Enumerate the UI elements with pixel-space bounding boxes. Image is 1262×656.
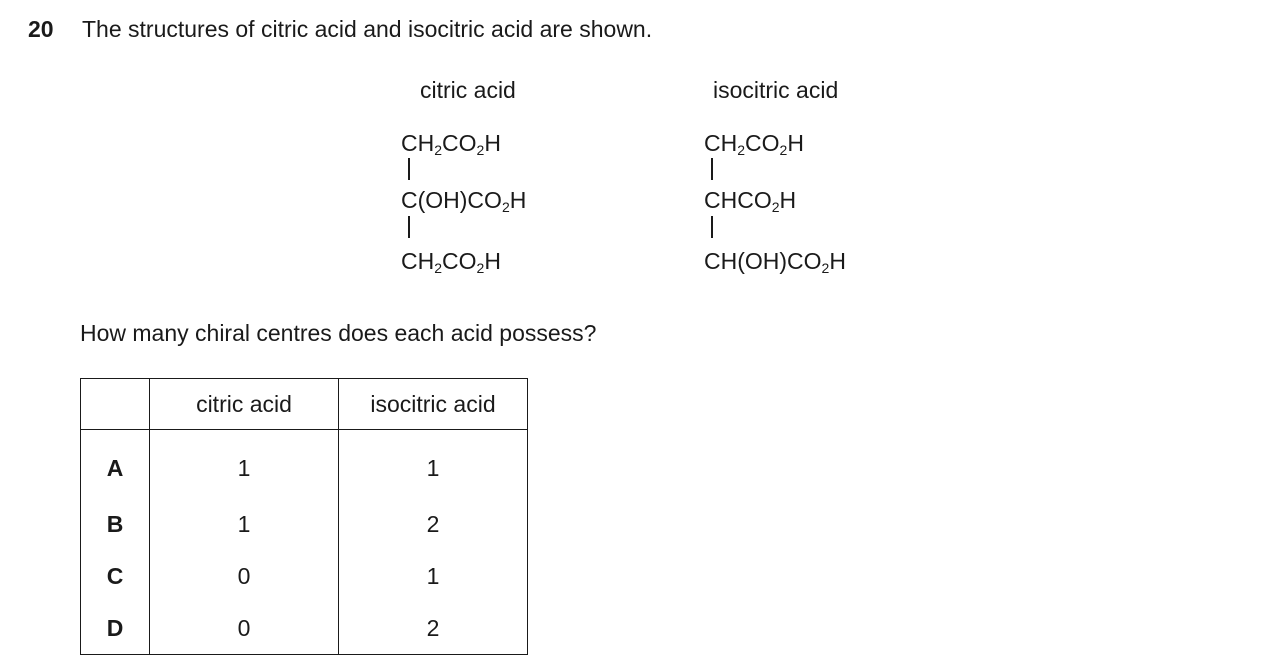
isocitric-value: 2 [339, 498, 528, 550]
citric-bond-1 [408, 158, 410, 180]
citric-line-2: $C(OH)CO_2H$ [401, 187, 527, 215]
citric-value: 0 [150, 602, 339, 655]
table-row[interactable] [81, 498, 528, 550]
header-key [81, 379, 150, 430]
header-isocitric: isocitric acid [339, 379, 528, 430]
answer-table [80, 378, 528, 655]
table-row[interactable] [81, 550, 528, 602]
isocitric-value: 1 [339, 550, 528, 602]
isocitric-bond-1 [711, 158, 713, 180]
isocitric-line-2: $CHCO_2H$ [704, 187, 797, 215]
isocitric-bond-2 [711, 216, 713, 238]
isocitric-value: 1 [339, 430, 528, 499]
isocitric-value: 2 [339, 602, 528, 655]
citric-value: 0 [150, 550, 339, 602]
option-key: C [81, 550, 150, 602]
question-prompt: How many chiral centres does each acid possess? [80, 320, 597, 346]
isocitric-acid-title: isocitric acid [713, 77, 839, 103]
question-stem: The structures of citric acid and isocitric acid are shown. [82, 16, 653, 42]
table-row[interactable] [81, 602, 528, 655]
citric-bond-2 [408, 216, 410, 238]
table-row[interactable] [81, 430, 528, 499]
citric-line-3: $CH_2CO_2H$ [401, 248, 501, 276]
isocitric-line-1: $CH_2CO_2H$ [704, 130, 804, 158]
citric-value: 1 [150, 430, 339, 499]
header-citric: citric acid [150, 379, 339, 430]
question-number: 20 [28, 16, 54, 42]
option-key: A [81, 430, 150, 499]
option-key: B [81, 498, 150, 550]
citric-value: 1 [150, 498, 339, 550]
citric-line-1: $CH_2CO_2H$ [401, 130, 501, 158]
table-header-row [81, 379, 528, 430]
citric-acid-title: citric acid [420, 77, 516, 103]
option-key: D [81, 602, 150, 655]
isocitric-line-3: $CH(OH)CO_2H$ [704, 248, 846, 276]
